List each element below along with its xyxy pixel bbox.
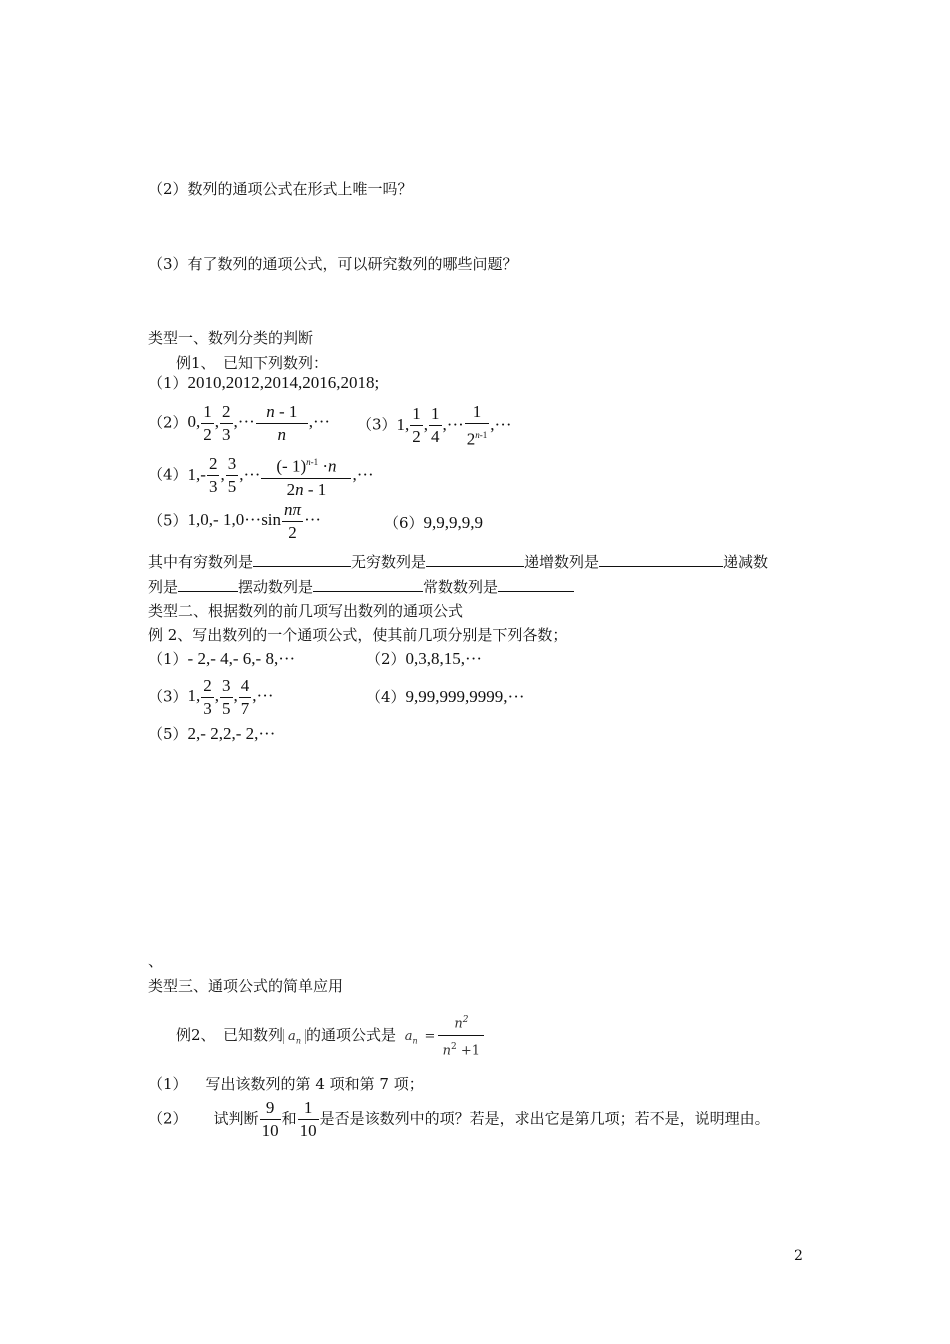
type1-item-3: （3）1, $\frac{1}{2}$ , $\frac{1}{4}$ ,··· $\frac{1}{2^{n-1}}$ ,··· xyxy=(357,402,512,449)
question-2: （2）数列的通项公式在形式上唯一吗？ xyxy=(148,180,413,198)
type2-item-4: （4）9,99,999,9999,··· xyxy=(366,687,525,706)
type2-item-3: （3）1, $\frac{2}{3}$ , $\frac{3}{5}$ , $\frac{4}{7}$ ,··· xyxy=(148,676,274,718)
type3-question-2: （2） 试判断 $\frac{9}{10}$ 和 $\frac{1}{10}$ 是否是该数列中的项？若是，求出它是第几项；若不是，说明理由。 xyxy=(148,1098,770,1140)
type1-heading: 类型一、数列分类的判断 xyxy=(148,329,314,347)
type1-fill-line-2: 列是 摆动数列是 常数数列是 xyxy=(148,576,574,597)
comma-mark: 、 xyxy=(148,952,164,970)
type2-item-5: （5）2,- 2,2,- 2,··· xyxy=(148,724,276,743)
type1-item-5: （5）1,0,- 1,0···sin $\frac{n\pi}{2}$ ··· xyxy=(148,500,322,542)
type1-fill-line-1: 其中有穷数列是 无穷数列是 递增数列是 递减数 xyxy=(148,553,769,571)
type3-heading: 类型三、通项公式的简单应用 xyxy=(148,977,344,995)
type1-item-1: （1）2010,2012,2014,2016,2018; xyxy=(148,373,380,392)
type2-example: 例 2、写出数列的一个通项公式，使其前几项分别是下列各数； xyxy=(148,626,568,644)
type1-item-4: （4）1,- $\frac{2}{3}$ , $\frac{3}{5}$ ,··· $\frac{(- 1)^{n-1} \cdot n}{2n - 1}$ ,··· xyxy=(148,452,374,500)
type3-example: 例2、 已知数列 $a_n$ 的通项公式是 $a_n$ = $\frac{n^2}{n^2 +1}$ xyxy=(176,1010,485,1062)
type2-item-2: （2）0,3,8,15,··· xyxy=(366,649,483,668)
type2-heading: 类型二、根据数列的前几项写出数列的通项公式 xyxy=(148,602,464,620)
type1-item-6: （6）9,9,9,9,9 xyxy=(384,513,484,532)
type1-example: 例1、 已知下列数列： xyxy=(176,354,329,372)
type1-item-2: （2）0, $\frac{1}{2}$ , $\frac{2}{3}$ ,··· $\frac{n - 1}{n}$ ,··· xyxy=(148,402,331,444)
page-number: 2 xyxy=(794,1248,803,1264)
question-3: （3）有了数列的通项公式，可以研究数列的哪些问题？ xyxy=(148,255,518,273)
type3-question-1: （1） 写出该数列的第 4 项和第 7 项； xyxy=(148,1075,424,1093)
type2-item-1: （1）- 2,- 4,- 6,- 8,··· xyxy=(148,649,296,668)
